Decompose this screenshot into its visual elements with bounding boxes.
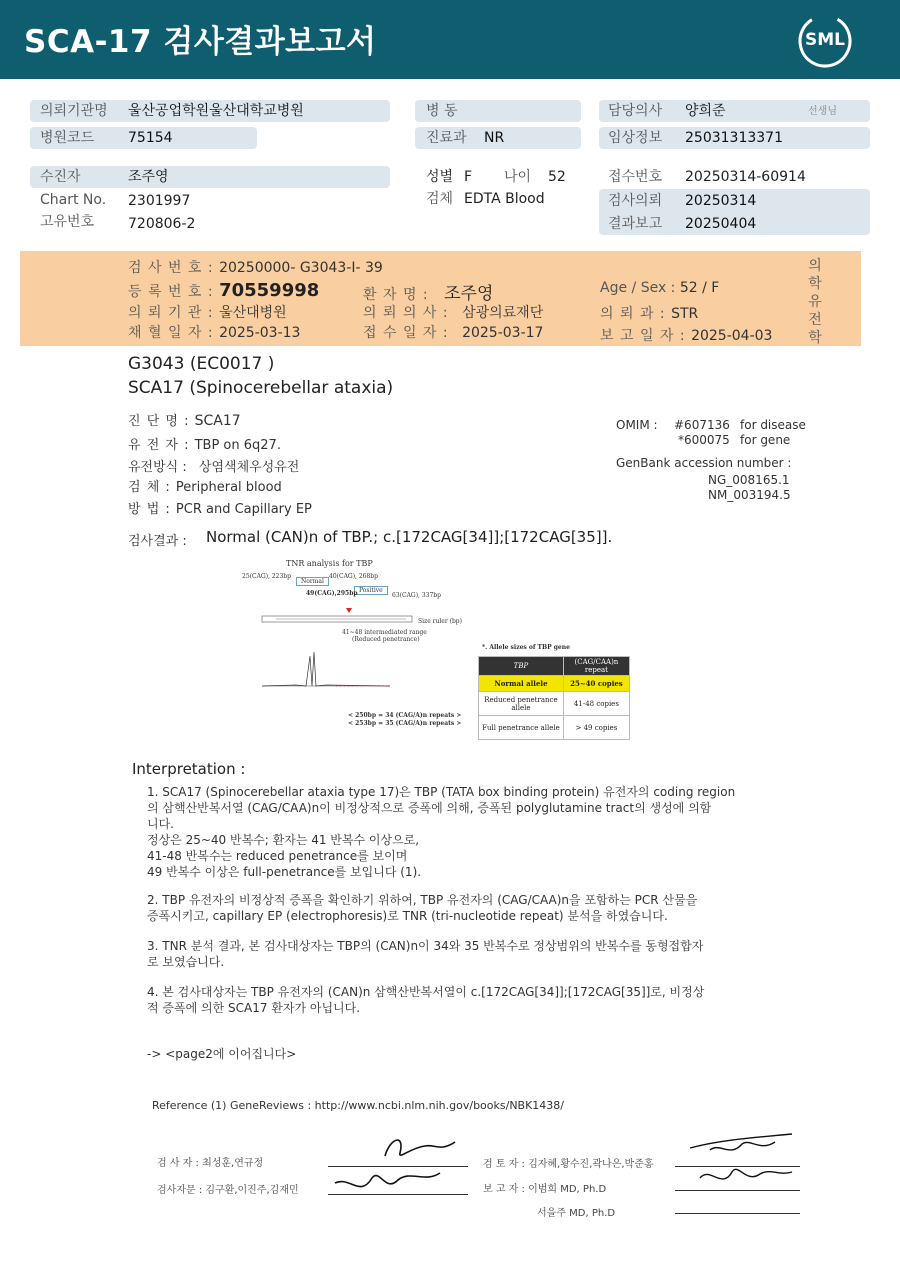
omim-disease: #607136 xyxy=(674,418,730,432)
dates-field xyxy=(599,189,870,235)
receipt-date-value: 2025-03-17 xyxy=(462,325,544,341)
logo-text: SML xyxy=(805,30,845,50)
band-report-date-value: 2025-04-03 xyxy=(691,328,773,344)
report-specimen-value: Peripheral blood xyxy=(175,480,282,495)
report-date-value: 20250404 xyxy=(685,216,757,232)
report-specimen-label: 검 체 : xyxy=(128,480,171,495)
institution-row xyxy=(128,302,287,322)
request-date-label: 검사의뢰 xyxy=(608,193,663,209)
sex-label: 성별 xyxy=(426,169,454,185)
requester-label: 의 뢰 의 사 : xyxy=(363,305,449,321)
department-label: 진료과 xyxy=(426,130,467,146)
repeat-label-1: < 250bp = 34 (CAG/A)n repeats > xyxy=(348,712,462,719)
department-field xyxy=(415,127,581,149)
paragraph-line: 적 증폭에 의한 SCA17 환자가 아닙니다. xyxy=(147,1001,361,1015)
ordering-institution-label: 의뢰기관명 xyxy=(40,103,108,119)
age-label: 나이 xyxy=(504,169,532,185)
method-label: 방 법 : xyxy=(128,502,171,517)
ordering-institution-field xyxy=(30,100,390,122)
genbank-1: NG_008165.1 xyxy=(708,473,790,487)
reg-no-row xyxy=(128,280,319,301)
collect-date-row xyxy=(128,322,300,342)
paragraph-line: 2. TBP 유전자의 비정상적 증폭을 확인하기 위하여, TBP 유전자의 (CAG/CAA)n을 포함하는 PCR 산물을 xyxy=(147,893,698,907)
interpretation-paragraph-3 xyxy=(147,938,797,970)
accession-value: 20250314-60914 xyxy=(685,169,806,185)
paragraph-line: 1. SCA17 (Spinocerebellar ataxia type 17)은 TBP (TATA box binding protein) 유전자의 coding region xyxy=(147,785,736,799)
report-title: SCA-17 검사결과보고서 xyxy=(24,24,377,60)
side-char: 학 xyxy=(808,330,822,346)
physician-field xyxy=(599,100,870,122)
interpretation-title: Interpretation : xyxy=(132,760,246,778)
table-row xyxy=(479,692,630,716)
test-no-label: 검 사 번 호 : xyxy=(128,260,214,276)
hospital-code-value: 75154 xyxy=(128,130,173,146)
genbank-2: NM_003194.5 xyxy=(708,488,791,502)
allele-cell: Full penetrance allele xyxy=(479,716,564,740)
allele-table-title: *. Allele sizes of TBP gene xyxy=(482,644,570,651)
gene-row xyxy=(128,434,281,453)
sml-logo xyxy=(796,12,854,70)
reference: Reference (1) GeneReviews : http://www.ncbi.nlm.nih.gov/books/NBK1438/ xyxy=(152,1099,565,1112)
specimen-label: 검체 xyxy=(426,191,454,207)
paragraph-line: 의 삼핵산반복서열 (CAG/CAA)n이 비정상적으로 증폭에 의해, 증폭된 polyglutamine tract의 생성에 의함 xyxy=(147,801,712,815)
allele-cell: 25~40 copies xyxy=(563,676,629,692)
reg-no-value: 70559998 xyxy=(219,280,320,301)
allele-table xyxy=(478,656,630,740)
paragraph-line: 4. 본 검사대상자는 TBP 유전자의 (CAN)n 삼핵산반복서열이 c.[172CAG[34]];[172CAG[35]]로, 비정상 xyxy=(147,985,705,999)
allele-header-repeat: (CAG/CAA)n repeat xyxy=(563,657,629,676)
unique-id-value: 720806-2 xyxy=(128,216,196,232)
test-code: G3043 (EC0017 ) xyxy=(128,354,275,374)
physician-label: 담당의사 xyxy=(608,103,663,119)
allele-header-gene: TBP xyxy=(479,657,564,676)
collect-date-value: 2025-03-13 xyxy=(219,325,301,341)
test-title: SCA17 (Spinocerebellar ataxia) xyxy=(128,378,394,398)
patient-name-value: 조주영 xyxy=(444,284,494,304)
handwritten-signature xyxy=(330,1128,470,1208)
interpretation-paragraph-2 xyxy=(147,892,797,924)
diagnosis-value: SCA17 xyxy=(194,413,241,429)
paragraph-line: 정상은 25~40 반복수; 환자는 41 반복수 이상으로, xyxy=(147,833,420,847)
collect-date-label: 채 혈 일 자 : xyxy=(128,325,214,341)
allele-table-header xyxy=(479,657,630,676)
receipt-date-row xyxy=(363,322,543,342)
chart-label: Chart No. xyxy=(40,192,107,208)
allele-cell: Normal allele xyxy=(479,676,564,692)
specimen-value: EDTA Blood xyxy=(464,191,545,207)
age-value: 52 xyxy=(548,169,566,185)
gene-value: TBP on 6q27. xyxy=(194,438,281,453)
report-date-label: 결과보고 xyxy=(608,216,663,232)
ordering-institution-value: 울산공업학원울산대학교병원 xyxy=(128,103,304,119)
dept-value: STR xyxy=(671,306,699,322)
table-row xyxy=(479,716,630,740)
fig-label-4: 63(CAG), 337bp xyxy=(392,592,441,599)
reviewer-label: 검 토 자 : 김자혜,황수진,곽나은,박준홍 xyxy=(483,1159,654,1170)
result-value: Normal (CAN)n of TBP.; c.[172CAG[34]];[172CAG[35]]. xyxy=(206,528,613,546)
report-specimen-row xyxy=(128,476,282,495)
requester-row xyxy=(363,302,543,322)
omim-gene: *600075 xyxy=(678,433,730,447)
institution-value: 울산대병원 xyxy=(219,305,287,321)
band-report-date-label: 보 고 일 자 : xyxy=(600,328,686,344)
genbank-label: GenBank accession number : xyxy=(616,456,792,470)
institution-label: 의 뢰 기 관 : xyxy=(128,305,214,321)
inheritance-value: 상염색체우성유전 xyxy=(198,460,300,475)
omim-gene-note: for gene xyxy=(740,433,791,447)
size-ruler-label: Size ruler (bp) xyxy=(418,618,462,625)
diagnosis-row xyxy=(128,410,241,429)
examiner-label: 검 사 자 : 최성훈,연규정 xyxy=(157,1158,264,1169)
interpretation-paragraph-4 xyxy=(147,984,797,1016)
reporter-label: 보 고 자 : 이범희 MD, Ph.D xyxy=(483,1184,607,1195)
reduced-label: (Reduced penetrance) xyxy=(352,636,420,643)
allele-cell: > 49 copies xyxy=(563,716,629,740)
intermediate-label: 41~48 intermediated range xyxy=(342,629,427,636)
paragraph-line: 로 보였습니다. xyxy=(147,955,225,969)
patient-name-label: 환 자 명 : xyxy=(363,287,429,303)
clinical-info-label: 임상정보 xyxy=(608,130,663,146)
omim-disease-note: for disease xyxy=(740,418,806,432)
band-report-date-row xyxy=(600,325,772,345)
clinical-info-value: 25031313371 xyxy=(685,130,783,146)
positive-box: Positive xyxy=(354,586,388,595)
patient-value: 조주영 xyxy=(128,169,169,185)
hospital-code-field xyxy=(30,127,257,149)
allele-cell: 41-48 copies xyxy=(563,692,629,716)
handwritten-signature xyxy=(680,1128,800,1198)
ward-field xyxy=(415,100,581,122)
physician-suffix: 선생님 xyxy=(808,106,837,117)
side-char: 유 xyxy=(808,294,822,310)
fig-label-1: 25(CAG), 223bp xyxy=(242,573,291,580)
unique-id-label: 고유번호 xyxy=(40,214,95,230)
accession-label: 접수번호 xyxy=(608,169,663,185)
omim-label: OMIM : xyxy=(616,418,658,432)
fig-label-2: 40(CAG), 268bp xyxy=(329,573,378,580)
patient-field xyxy=(30,166,390,188)
clinical-info-field xyxy=(599,127,870,149)
method-value: PCR and Capillary EP xyxy=(175,502,312,517)
receipt-date-label: 접 수 일 자 : xyxy=(363,325,449,341)
allele-cell: Reduced penetrance allele xyxy=(479,692,564,716)
sex-value: F xyxy=(464,169,473,185)
test-no-row xyxy=(128,257,383,277)
inheritance-label: 유전방식 : xyxy=(128,460,187,475)
advisor-label: 검사자문 : 김구환,이진주,김재민 xyxy=(157,1185,299,1196)
result-label: 검사결과 : xyxy=(128,534,187,549)
gene-label: 유 전 자 : xyxy=(128,438,190,453)
tnr-figure xyxy=(236,556,466,740)
patient-name-row xyxy=(363,279,493,304)
table-row xyxy=(479,676,630,692)
side-char: 의 xyxy=(808,258,822,274)
age-sex-label: Age / Sex : xyxy=(600,280,676,296)
patient-label: 수진자 xyxy=(40,169,81,185)
interpretation-paragraph-1 xyxy=(147,784,797,880)
normal-box: Normal xyxy=(296,577,329,586)
request-date-value: 20250314 xyxy=(685,193,757,209)
signature-line xyxy=(675,1213,800,1214)
diagnosis-label: 진 단 명 : xyxy=(128,414,190,429)
paragraph-line: 니다. xyxy=(147,817,174,831)
paragraph-line: 증폭시키고, capillary EP (electrophoresis)로 TNR (tri-nucleotide repeat) 분석을 하였습니다. xyxy=(147,909,668,923)
side-char: 학 xyxy=(808,276,822,292)
hospital-code-label: 병원코드 xyxy=(40,130,95,146)
side-vertical-label xyxy=(805,257,825,347)
paragraph-line: 41-48 반복수는 reduced penetrance를 보이며 xyxy=(147,849,408,863)
figure-title: TNR analysis for TBP xyxy=(286,559,373,568)
dept-row xyxy=(600,303,698,323)
ward-label: 병 동 xyxy=(426,103,458,119)
age-sex-row xyxy=(600,280,719,296)
dept-label: 의 뢰 과 : xyxy=(600,306,666,322)
paragraph-line: 49 반복수 이상은 full-penetrance를 보입니다 (1). xyxy=(147,865,422,879)
continued-note: -> <page2에 이어집니다> xyxy=(147,1047,297,1061)
physician-value: 양희준 xyxy=(685,103,726,119)
reg-no-label: 등 록 번 호 : xyxy=(128,284,214,300)
repeat-label-2: < 253bp = 35 (CAG/A)n repeats > xyxy=(348,720,462,727)
method-row xyxy=(128,498,312,517)
test-no-value: 20250000- G3043-I- 39 xyxy=(219,260,383,276)
department-value: NR xyxy=(484,130,505,146)
age-sex-value: 52 / F xyxy=(679,280,720,296)
requester-value: 삼광의료재단 xyxy=(462,305,544,321)
inheritance-row xyxy=(128,456,299,475)
side-char: 전 xyxy=(808,312,822,328)
chart-value: 2301997 xyxy=(128,193,191,209)
paragraph-line: 3. TNR 분석 결과, 본 검사대상자는 TBP의 (CAN)n이 34와 35 반복수로 정상범위의 반복수를 동형접합자 xyxy=(147,939,704,953)
reporter2-label: 서을주 MD, Ph.D xyxy=(537,1208,616,1219)
fig-label-3: 49(CAG),295bp xyxy=(306,590,358,597)
